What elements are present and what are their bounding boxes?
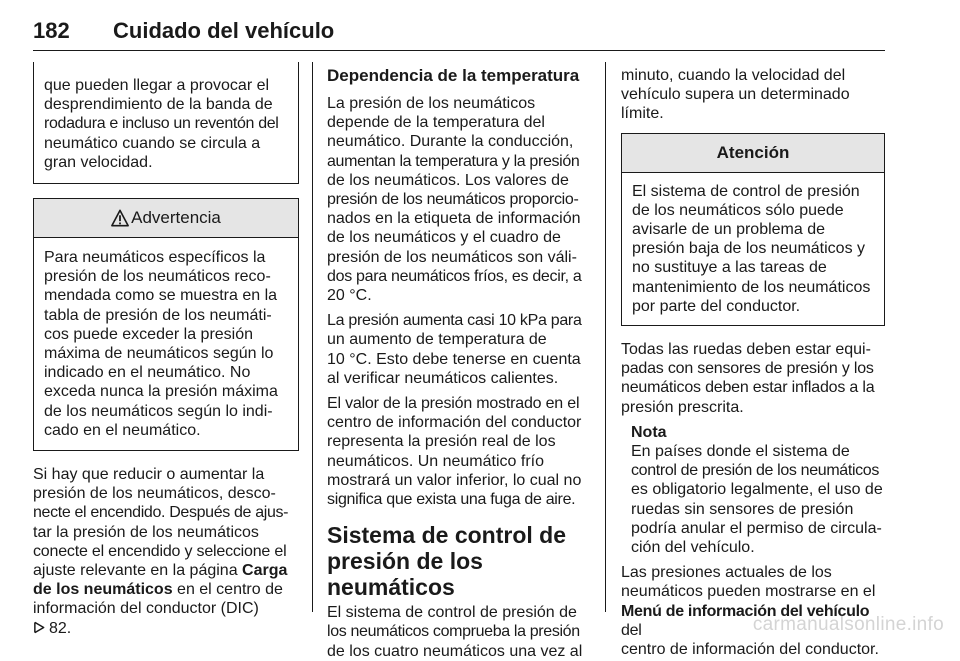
text-line: podría anular el permiso de circula-	[631, 519, 882, 537]
text-line: tar la presión de los neumáticos	[33, 523, 259, 541]
text-line	[33, 619, 299, 638]
caution-header	[622, 134, 884, 173]
text-line: avisarle de un problema de	[632, 221, 826, 239]
text-line: La presión aumenta casi 10 kPa para	[327, 312, 582, 330]
section-title: Cuidado del vehículo	[113, 18, 335, 43]
note-block	[621, 423, 885, 557]
text-line: rodadura e incluso un reventón del	[44, 115, 279, 133]
text-span: ajuste relevante en la página	[33, 562, 243, 580]
text-line: neumáticos pueden mostrarse en el	[621, 583, 876, 601]
text-line: tabla de presión de los neumáti-	[44, 306, 272, 324]
column-2	[327, 66, 593, 661]
text-line: al verificar neumáticos calientes.	[327, 369, 559, 387]
text-line: indicado en el neumático. No	[44, 364, 251, 382]
bold-term: Carga	[242, 562, 288, 580]
page-number: 182	[33, 18, 70, 43]
text-line: centro de información del conductor.	[621, 641, 879, 659]
text-line: La presión de los neumáticos	[327, 95, 536, 112]
text-line: representa la presión real de los	[327, 433, 556, 451]
note-title: Nota	[631, 423, 667, 441]
text-line: nados en la etiqueta de información	[327, 210, 581, 228]
caution-title: Atención	[716, 142, 790, 162]
page-reference[interactable]: 82.	[49, 619, 72, 637]
warning-body	[34, 238, 298, 450]
caution-body	[622, 173, 884, 325]
column-1	[33, 62, 299, 638]
text-line: de los neumáticos y el cuadro de	[327, 229, 561, 247]
warning-title: Advertencia	[131, 208, 221, 228]
temperature-paragraph-2	[327, 311, 593, 388]
text-line: cado en el neumático.	[44, 421, 201, 439]
warning-box	[33, 198, 299, 451]
intro-box	[33, 62, 299, 184]
text-line: El sistema de control de presión de	[327, 604, 577, 622]
text-line: vehículo supera un determinado	[621, 86, 850, 104]
text-line: un aumento de temperatura de	[327, 331, 547, 349]
warning-header	[34, 199, 298, 238]
text-line: presión de los neumáticos reco-	[44, 268, 271, 286]
text-line: 20 °C.	[327, 287, 372, 305]
text-line: de los neumáticos. Los valores de	[327, 171, 569, 189]
bold-term: Menú de información del vehículo	[621, 602, 870, 620]
caution-box	[621, 133, 885, 326]
temperature-heading: Dependencia de la temperatura	[327, 66, 580, 85]
temperature-paragraph-3	[327, 394, 593, 509]
text-line: mostrará un valor inferior, lo cual no	[327, 471, 582, 489]
text-line: dos para neumáticos fríos, es decir, a	[327, 267, 582, 285]
text-line: minuto, cuando la velocidad del	[621, 67, 846, 84]
text-line: neumáticos deben estar inflados a la	[621, 379, 875, 397]
text-line: de los neumáticos según lo indi-	[44, 402, 273, 420]
text-line: presión prescrita.	[621, 398, 744, 416]
text-line: Si hay que reducir o aumentar la	[33, 466, 265, 484]
bold-term: de los neumáticos	[33, 581, 173, 599]
text-span: del	[621, 621, 642, 639]
text-line: mantenimiento de los neumáticos	[632, 278, 871, 296]
text-line: control de presión de los neumáticos	[631, 462, 879, 480]
text-line: significa que exista una fuga de aire.	[327, 491, 576, 509]
text-line: de los cuatro neumáticos una vez al	[327, 642, 583, 660]
text-line: los neumáticos comprueba la presión	[327, 623, 580, 641]
text-line: de los neumáticos sólo puede	[632, 201, 844, 219]
text-line: aumentan la temperatura y la presión	[327, 152, 580, 170]
text-line: gran velocidad.	[44, 153, 153, 171]
text-line: En países donde el sistema de	[631, 443, 850, 461]
text-line: máxima de neumáticos según lo	[44, 345, 274, 363]
text-line: Todas las ruedas deben estar equi-	[621, 341, 871, 359]
text-line	[33, 580, 299, 599]
text-line: depende de la temperatura del	[327, 114, 545, 132]
text-line: padas con sensores de presión y los	[621, 360, 874, 378]
tpms-paragraph	[327, 603, 593, 661]
tpms-section-heading	[327, 522, 593, 600]
heading-line: Sistema de control de	[327, 522, 567, 549]
temperature-paragraph-1	[327, 94, 593, 305]
text-line: El valor de la presión mostrado en el	[327, 395, 580, 413]
text-line: Para neumáticos específicos la	[44, 249, 266, 267]
text-line: cos puede exceder la presión	[44, 325, 254, 343]
text-line: necte el encendido. Después de ajus-	[33, 504, 289, 522]
text-line: presión de los neumáticos proporcio-	[327, 191, 579, 209]
page-header	[33, 0, 885, 51]
column-divider-1	[312, 62, 313, 612]
column-3	[621, 66, 885, 659]
text-line: Las presiones actuales de los	[621, 564, 832, 582]
text-line: por parte del conductor.	[632, 297, 801, 315]
column-divider-2	[605, 62, 606, 612]
text-line: que pueden llegar a provocar el	[44, 77, 270, 94]
text-line: conecte el encendido y seleccione el	[33, 542, 287, 560]
ajuste-paragraph	[33, 465, 299, 638]
text-line: presión de los neumáticos son váli-	[327, 248, 577, 266]
watermark: carmanualsonline.info	[752, 614, 944, 635]
text-line: exceda nunca la presión máxima	[44, 383, 278, 401]
display-paragraph	[621, 563, 885, 659]
text-line: mendada como se muestra en la	[44, 287, 278, 305]
text-line	[33, 561, 299, 580]
text-span: en el centro de	[172, 581, 283, 599]
text-line: desprendimiento de la banda de	[44, 96, 273, 114]
text-line: neumático. Durante la conducción,	[327, 133, 574, 151]
text-line: no sustituye a las tareas de	[632, 259, 827, 277]
text-line: neumáticos. Un neumático frío	[327, 452, 544, 470]
warning-triangle-icon	[111, 209, 129, 227]
text-line: centro de información del conductor	[327, 414, 582, 432]
text-line: presión baja de los neumáticos y	[632, 240, 866, 258]
text-line: neumático cuando se circula a	[44, 134, 261, 152]
text-line: presión de los neumáticos, desco-	[33, 485, 276, 503]
heading-line: presión de los neumáticos	[327, 548, 483, 601]
text-line: 10 °C. Esto debe tenerse en cuenta	[327, 350, 581, 368]
text-line: es obligatorio legalmente, el uso de	[631, 481, 883, 499]
text-line: El sistema de control de presión	[632, 182, 860, 200]
text-line: límite.	[621, 105, 664, 123]
sensors-paragraph	[621, 340, 885, 417]
text-line: ción del vehículo.	[631, 539, 755, 557]
text-line: ruedas sin sensores de presión	[631, 500, 854, 518]
text-line: información del conductor (DIC)	[33, 600, 259, 618]
page-reference-icon	[33, 621, 46, 634]
